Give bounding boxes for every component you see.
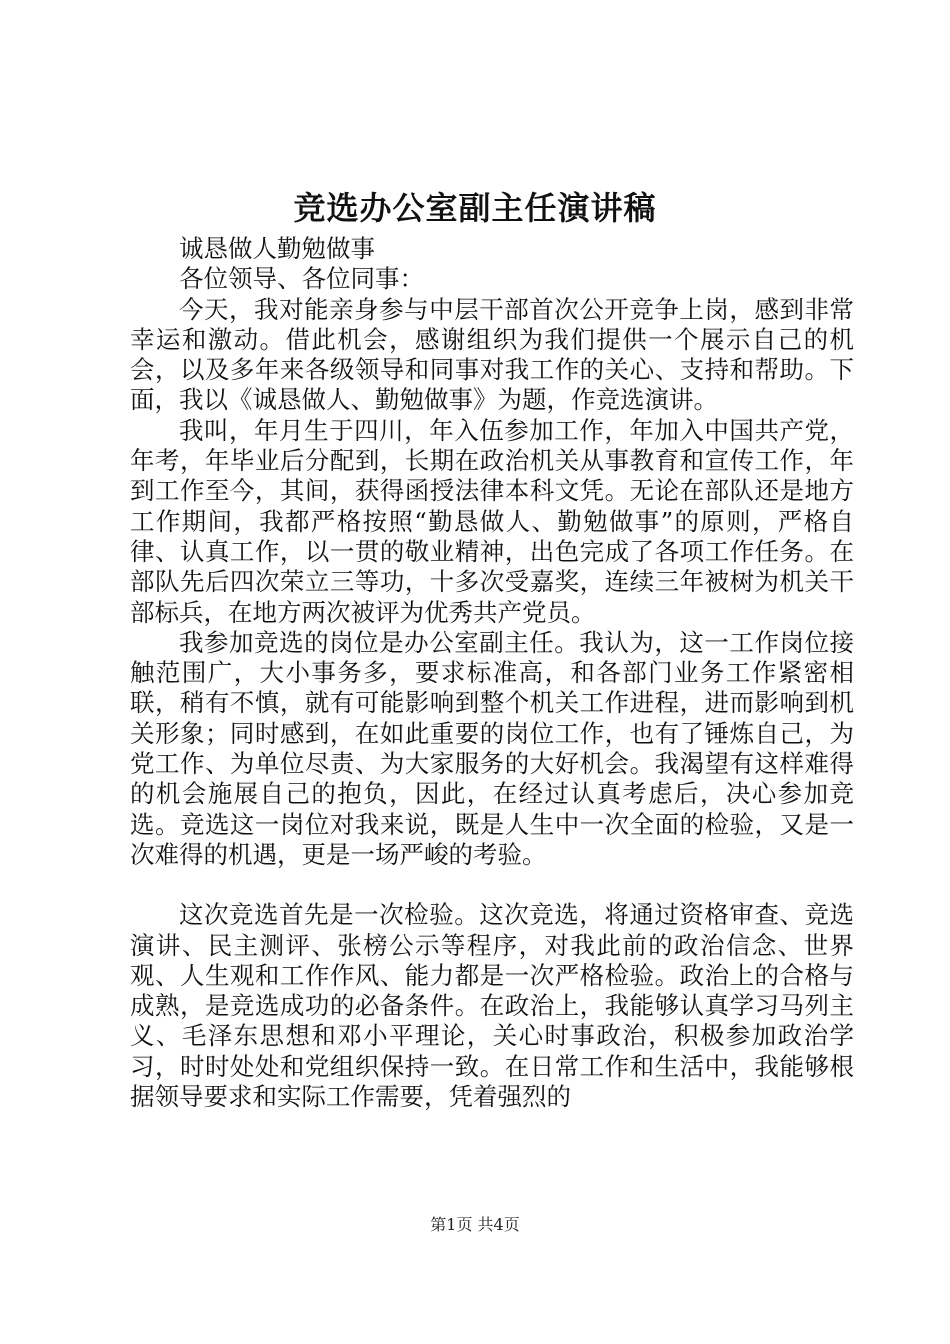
speech-subtitle: 诚恳做人勤勉做事 <box>179 234 375 263</box>
paragraph-2: 我叫，年月生于四川，年入伍参加工作，年加入中国共产党，年考，年毕业后分配到，长期在政治机关从事教育和宣传工作，年到工作至今，其间，获得函授法律本科文凭。无论在部队还是地方工作期间，我都严格按照“勤恳做人、勤勉做事”的原则，严格自律、认真工作，以一贯的敬业精神，出色完成了各项工作任务。在部队先后四次荣立三等功，十多次受嘉奖，连续三年被树为机关干部标兵，在地方两次被评为优秀共产党员。 <box>130 415 854 627</box>
paragraph-1: 今天，我对能亲身参与中层干部首次公开竞争上岗，感到非常幸运和激动。借此机会，感谢组织为我们提供一个展示自己的机会，以及多年来各级领导和同事对我工作的关心、支持和帮助。下面，我以《诚恳做人、勤勉做事》为题，作竞选演讲。 <box>130 294 854 415</box>
paragraph-4: 这次竞选首先是一次检验。这次竞选，将通过资格审查、竞选演讲、民主测评、张榜公示等程序，对我此前的政治信念、世界观、人生观和工作作风、能力都是一次严格检验。政治上的合格与成熟，是竞选成功的必备条件。在政治上，我能够认真学习马列主义、毛泽东思想和邓小平理论，关心时事政治，积极参加政治学习，时时处处和党组织保持一致。在日常工作和生活中，我能够根据领导要求和实际工作需要，凭着强烈的 <box>130 900 854 1112</box>
document-title: 竞选办公室副主任演讲稿 <box>293 189 657 227</box>
document-body <box>130 234 854 1112</box>
page-footer: 第1页 共4页 <box>430 1215 520 1234</box>
salutation: 各位领导、各位同事： <box>179 264 424 294</box>
paragraph-3: 我参加竞选的岗位是办公室副主任。我认为，这一工作岗位接触范围广，大小事务多，要求标准高，和各部门业务工作紧密相联，稍有不慎，就有可能影响到整个机关工作进程，进而影响到机关形象；同时感到，在如此重要的岗位工作，也有了锤炼自己，为党工作、为单位尽责、为大家服务的大好机会。我渴望有这样难得的机会施展自己的抱负，因此，在经过认真考虑后，决心参加竞选。竞选这一岗位对我来说，既是人生中一次全面的检验，又是一次难得的机遇，更是一场严峻的考验。 <box>130 627 854 869</box>
